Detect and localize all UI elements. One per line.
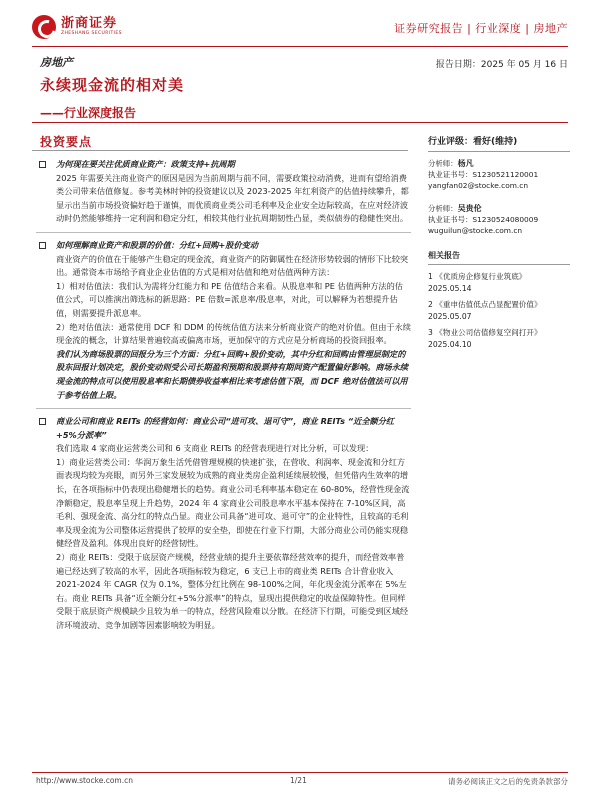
block-heading: 商业公司和商业 REITs 的经营如何：商业公司“进可攻、退可守”，商业 REITs “近全额分红+5%分派率”: [56, 416, 395, 440]
related-reports-title: 相关报告: [428, 251, 460, 260]
company-logo: [32, 14, 142, 40]
block-paragraph: 2）绝对估值法：通常使用 DCF 和 DDM 的传统估值方法来分析商业资产的绝对价值。但由于永续现金流的概念，计算结果普遍较高或偏离市场，更加保守的方式应是分析商场的投资回报率。: [56, 321, 411, 346]
block-paragraph-emphasis: 我们认为商场股票的回报分为三个方面：分红+回购+股价变动，其中分红和回购由管理层制定的股东回报计划决定，股价变动则受公司长期盈利预期和股票持有期间资产配置偏好影响。商场永续现金流的特点可以使用股息率和长期债券收益率相比来考虑估值下限，而 DCF 绝对估值法可以用于参考估值上限。: [56, 348, 409, 400]
analyst-title: 分析师：: [428, 204, 458, 213]
checkbox-bullet-icon: [39, 242, 46, 249]
related-report-date: 2025.05.07: [428, 312, 472, 321]
block-paragraph: 1）相对估值法：我们认为需将分红能力和 PE 估值结合来看。从股息率和 PE 估值两种方法的估值公式，可以推演出筛选标的新思路：PE 倍数=派息率/股息率，对此，可以解释为若想提升估值，则需要提升派息率。: [56, 280, 403, 318]
block-paragraph: 商业资产的价值在于能够产生稳定的现金流，商业资产的防御属性在经济形势较弱的情形下比较突出。通常资本市场给予商业企业估值的方式是相对估值和绝对估值两种方法：: [56, 253, 409, 278]
title-divider: [32, 122, 568, 123]
related-report-title: 《优质房企修复行业筑底》: [435, 272, 527, 281]
related-report-date: 2025.05.14: [428, 284, 472, 293]
analyst-card: [428, 158, 570, 191]
logo-emblem-icon: [32, 15, 56, 39]
summary-block-1: [36, 158, 411, 226]
block-heading: 如何理解商业资产和股票的价值：分红+回购+股价变动: [56, 239, 259, 250]
header-divider: [32, 46, 568, 47]
rating-divider: [428, 151, 570, 152]
related-report-item[interactable]: [428, 271, 570, 295]
related-report-item[interactable]: [428, 299, 570, 323]
summary-block-2: [36, 239, 411, 402]
block-heading: 为何现在要关注优质商业资产：政策支持+抗周期: [56, 159, 235, 169]
section-title: 投资要点: [40, 135, 93, 149]
related-report-title: 《重申估值低点凸显配置价值》: [435, 300, 542, 309]
block-paragraph: 1）商业运营类公司：华润万象生活凭借管理规模的快速扩张，在营收、利润率、现金流和分红方面表现均较为亮眼，而另外三家发展较为成熟的商业类房企盈利延续展较慢，但凭借内生效率的增长，在各项指标中仍表现出稳健增长的趋势。商业公司毛利率基本稳定在 60-80%，经营性现金流净额稳定，股息率呈现上升趋势，2024 年 4 家商业公司股息率水平基本保持在 7-10%区间，高毛利、强现金流、高分红的特点凸显。商业公司具备“进可攻、退可守”的企业特性，且较高的毛利率及现金流为公司整体运营提供了较厚的安全垫，即使在行业下行期，大部分商业公司仍能实现稳健经营及盈利。体现出良好的经营韧性。: [56, 456, 410, 549]
analyst-title: 分析师：: [428, 159, 458, 168]
logo-en-text: ZHESHANG SECURITIES: [61, 31, 122, 36]
summary-block-3: [36, 415, 411, 633]
footer-divider: [32, 772, 568, 773]
report-subtitle: ——行业深度报告: [40, 106, 137, 120]
related-report-num: 3: [428, 328, 433, 337]
block-paragraph: 我们选取 4 家商业运营类公司和 6 支商业 REITs 的经营表现进行对比分析，可以发现：: [56, 443, 374, 454]
block-paragraph: 2025 年需要关注商业资产的原因是因为当前周期与前不同，需要政策拉动消费，进而有望给消费类公司带来估值修复。参考美林时钟的投资建议以及 2023-2025 年红利资产的估值持续攀升，都显示出当前市场投资偏好趋于谨慎，而优质商业类公司毛利率及企业安全边际较高，在应对经济波动时仍然能够维持一定利润和稳定分红，相较其他行业抗周期韧性凸显，类似债券的稳健性突出。: [56, 172, 409, 224]
analyst-cert: 执业证书号：S1230521120001: [428, 170, 539, 179]
industry-rating: 行业评级：看好(维持): [428, 137, 518, 147]
analyst-card: [428, 203, 570, 236]
related-report-item[interactable]: [428, 327, 570, 351]
analyst-email[interactable]: wuguilun@stocke.com.cn: [428, 226, 523, 235]
related-report-num: 2: [428, 300, 433, 309]
related-report-num: 1: [428, 272, 433, 281]
section-divider: [32, 150, 408, 151]
analyst-name: 杨凡: [457, 159, 474, 168]
block-divider: [36, 408, 411, 409]
report-date: 报告日期：2025 年 05 月 16 日: [435, 60, 568, 70]
header-category-nav: 证券研究报告 | 行业深度 | 房地产: [394, 22, 568, 35]
footer-url-link[interactable]: http://www.stocke.com.cn: [36, 776, 133, 785]
block-paragraph: 2）商业 REITs：受限于底层资产规模，经营业绩的提升主要依靠经营效率的提升，而经营效率普遍已经达到了较高的水平，因此各项指标较为稳定，6 支已上市的商业类 REITs 合计营业收入 2021-2024 年 CAGR 仅为 0.1%，整体分红比例在 98-100%之间，年化现金流分派率在 5%左右。商业 REITs 具备“近全额分红+5%分派率”的特点，显现出提供稳定的收益保障特性。但同样受限于底层资产规模缺少且较为单一的特点，经营风险难以分散。在经济下行期，可能受到区域经济环境波动、竞争加剧等因素影响较为明显。: [56, 552, 409, 630]
related-report-date: 2025.04.10: [428, 340, 472, 349]
checkbox-bullet-icon: [39, 418, 46, 425]
main-content: [36, 152, 411, 633]
analyst-name: 吴贵伦: [457, 204, 482, 213]
disclaimer-note: 请务必阅读正文之后的免责条款部分: [448, 777, 568, 786]
checkbox-bullet-icon: [39, 161, 46, 168]
analyst-email[interactable]: yangfan02@stocke.com.cn: [428, 181, 529, 190]
related-report-title: 《物业公司估值修复空间打开》: [435, 328, 542, 337]
sidebar: [428, 134, 570, 351]
page-number: 1/21: [290, 776, 307, 785]
block-divider: [36, 232, 411, 233]
analyst-cert: 执业证书号：S1230524080009: [428, 215, 539, 224]
industry-label: 房地产: [40, 56, 73, 69]
related-divider: [428, 264, 570, 265]
logo-cn-text: 浙商证券: [61, 16, 118, 31]
report-title: 永续现金流的相对美: [40, 76, 185, 94]
